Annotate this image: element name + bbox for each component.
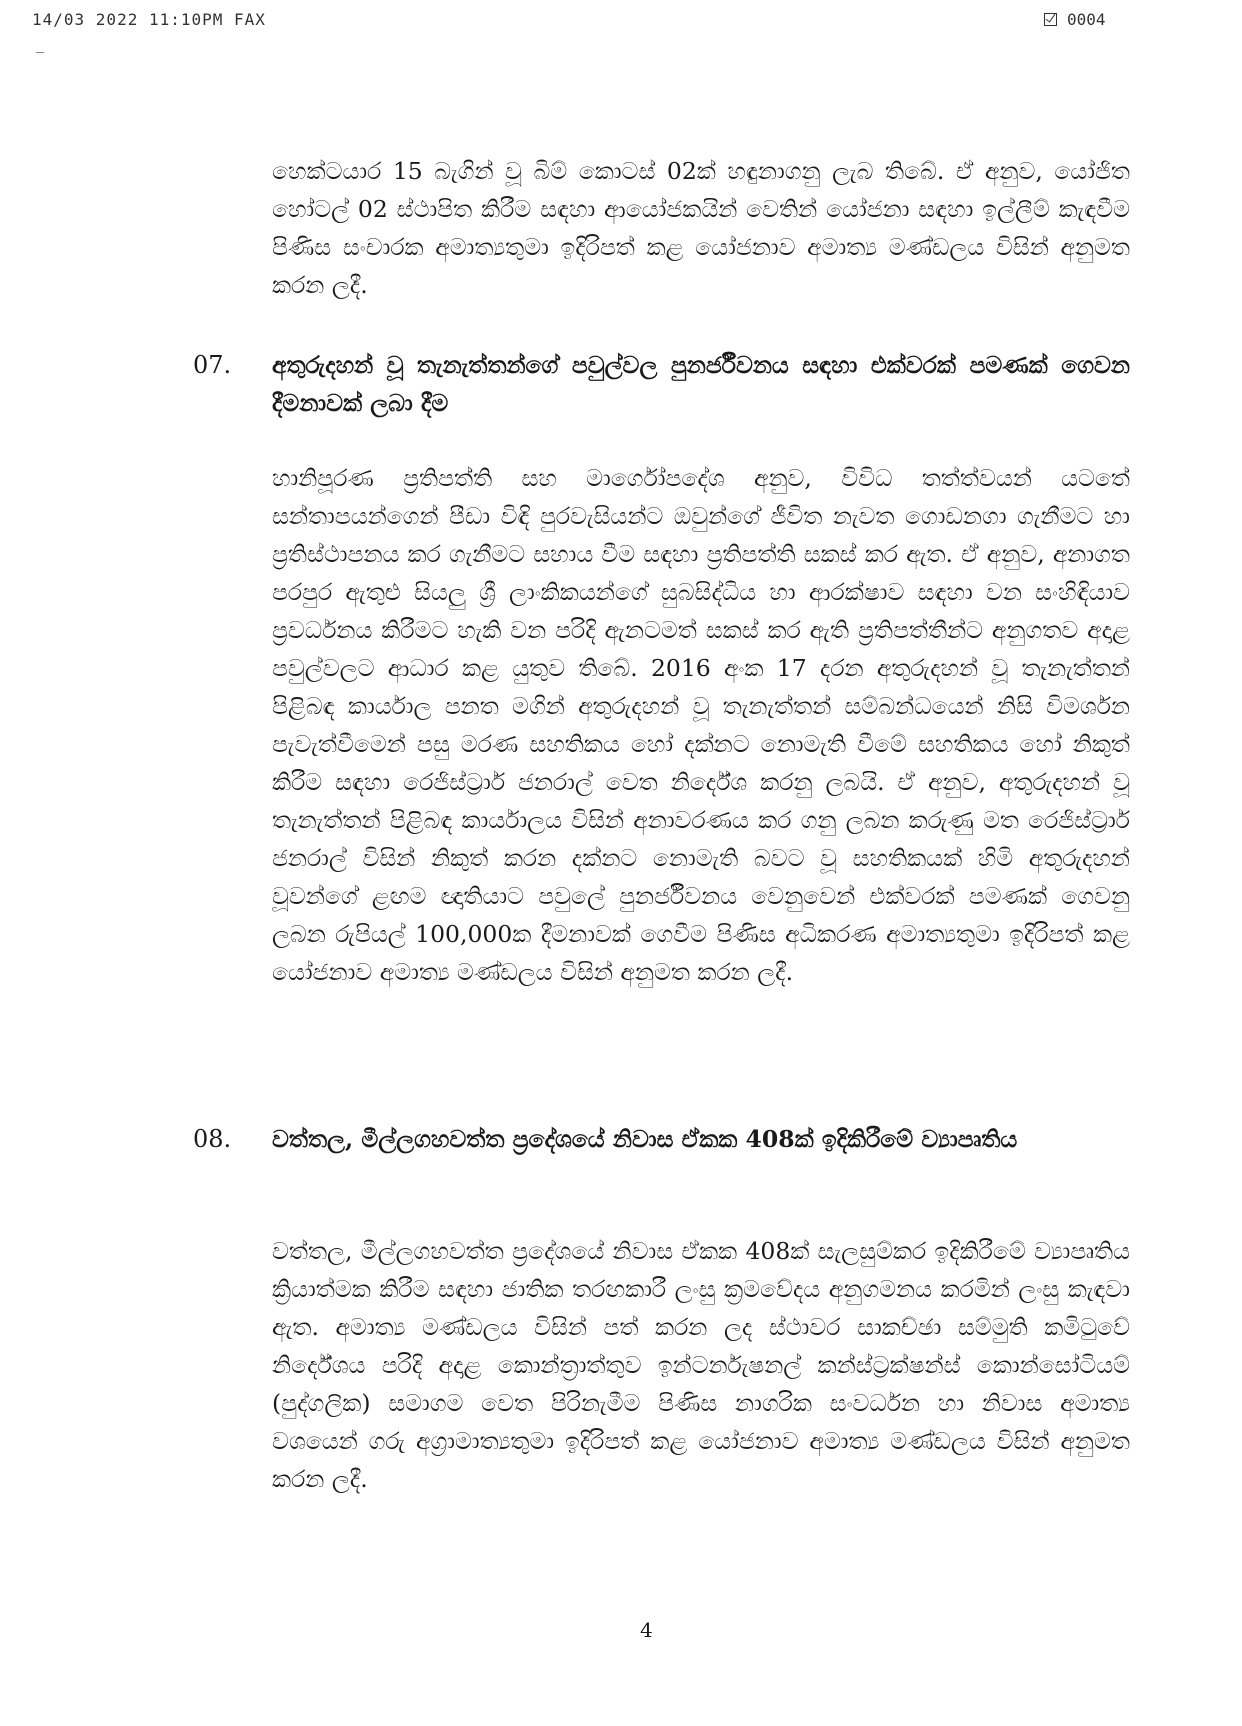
section-07-body: හානිපූරණ ප්‍රතිපත්ති සහ මාර්ගෝපදේශ අනුව, විවිධ තත්ත්වයන් යටතේ සන්තාපයන්ගෙන් පීඩා විඳි පුරවැසියන්ට ඔවුන්ගේ ජීවිත නැවත ගොඩනගා ගැනීමට හා ප්‍රතිස්ථාපනය කර ගැනීමට සහාය වීම සඳහා ප්‍රතිපත්ති සකස් කර ඇත. ඒ අනුව, අනාගත පරපුර ඇතුළු සියලු ශ්‍රී ලාංකිකයන්ගේ සුබසිද්ධිය හා ආරක්ෂාව සඳහා වන සංහිඳියාව ප්‍රවර්ධනය කිරීමට හැකි වන පරිදි ඇනටමත් සකස් කර ඇති ප්‍රතිපත්තීන්ට අනුගතව අදාළ පවුල්වලට ආධාර කළ යුතුව තිබේ. 2016 අංක 17 දරන අතුරුදහන් වූ තැනැත්තන් පිළිබඳ කාර්යාල පනත මගින් අතුරුදහන් වූ තැනැත්තන් සම්බන්ධයෙන් නිසි විමර්ශන පැවැත්වීමෙන් පසු මරණ සහතිකය හෝ දක්නට නොමැති වීමේ සහතිකය හෝ නිකුත් කිරීම සඳහා රෙජිස්ට්‍රාර් ජනරාල් වෙත නිර්දේශ කරනු ලබයි. ඒ අනුව, අතුරුදහන් වූ තැනැත්තන් පිළිබඳ කාර්යාලය විසින් අනාවරණය කර ගනු ලබන කරුණු මත රෙජිස්ට්‍රාර් ජනරාල් විසින් නිකුත් කරන දක්නට නොමැති බවට වූ සහතිකයක් හිමි අතුරුදහන් වූවන්ගේ ළඟම ඥාතියාට පවුලේ පුනර්ජීවනය වෙනුවෙන් එක්වරක් පමණක් ගෙවනු ලබන රුපියල් 100,000ක දීමනාවක් ගෙවීම පිණිස අධිකරණ අමාත්‍යතුමා ඉදිරිපත් කළ යෝජනාව අමාත්‍ය මණ්ඩලය විසින් අනුමත කරන ලදී. [272, 464, 1130, 986]
page-number: 4 [640, 1618, 653, 1642]
fax-header-datetime: 14/03 2022 11:10PM FAX [32, 10, 266, 29]
section-08-body: වත්තල, මීල්ලගහවත්ත ප්‍රදේශයේ නිවාස ඒකක 408ක් සැලසුම්කර ඉදිකිරීමේ ව්‍යාපෘතිය ක්‍රියාත්මක කිරීම සඳහා ජාතික තරඟකාරී ලංසු ක්‍රමවේදය අනුගමනය කරමින් ලංසු කැඳවා ඇත. අමාත්‍ය මණ්ඩලය විසින් පත් කරන ලද ස්ථාවර සාකච්ඡා සම්මුති කමිටුවේ නිර්දේශය පරිදි අදාළ කොන්ත්‍රාත්තුව ඉන්ටර්නැෂනල් කන්ස්ට්‍රක්ෂන්ස් කොන්සෝටියම් (පුද්ගලික) සමාගම වෙත පිරිනැමීම පිණිස නාගරික සංවර්ධන හා නිවාස අමාත්‍ය වශයෙන් ගරු අග්‍රාමාත්‍යතුමා ඉදිරිපත් කළ යෝජනාව අමාත්‍ය මණ්ඩලය විසින් අනුමත කරන ලදී. [272, 1237, 1130, 1493]
section-07-number: 07. [193, 351, 232, 379]
intro-paragraph: හෙක්ටයාර 15 බැගින් වූ බිම් කොටස් 02ක් හඳුනාගනු ලැබ තිබේ. ඒ අනුව, යෝජිත හෝටල් 02 ස්ථාපිත කිරීම සඳහා ආයෝජකයින් වෙතින් යෝජනා සඳහා ඉල්ලීම් කැඳවීම පිණිස සංචාරක අමාත්‍යතුමා ඉදිරිපත් කළ යෝජනාව අමාත්‍ය මණ්ඩලය විසින් අනුමත කරන ලදී. [272, 157, 1130, 299]
section-07-title: අතුරුදහන් වූ තැනැත්තන්ගේ පවුල්වල පුනර්ජීවනය සඳහා එක්වරක් පමණක් ගෙවන දීමනාවක් ලබා දීම [272, 351, 1130, 417]
section-08-title: වත්තල, මීල්ලගහවත්ත ප්‍රදේශයේ නිවාස ඒකක 408ක් ඉදිකිරීමේ ව්‍යාපෘතිය [272, 1125, 1018, 1153]
fax-page-code: 0004 [1067, 10, 1106, 29]
scan-mark [36, 52, 44, 53]
fax-page-indicator [1044, 10, 1106, 29]
section-08-number: 08. [193, 1125, 232, 1153]
checkbox-mark-icon [1044, 13, 1057, 26]
